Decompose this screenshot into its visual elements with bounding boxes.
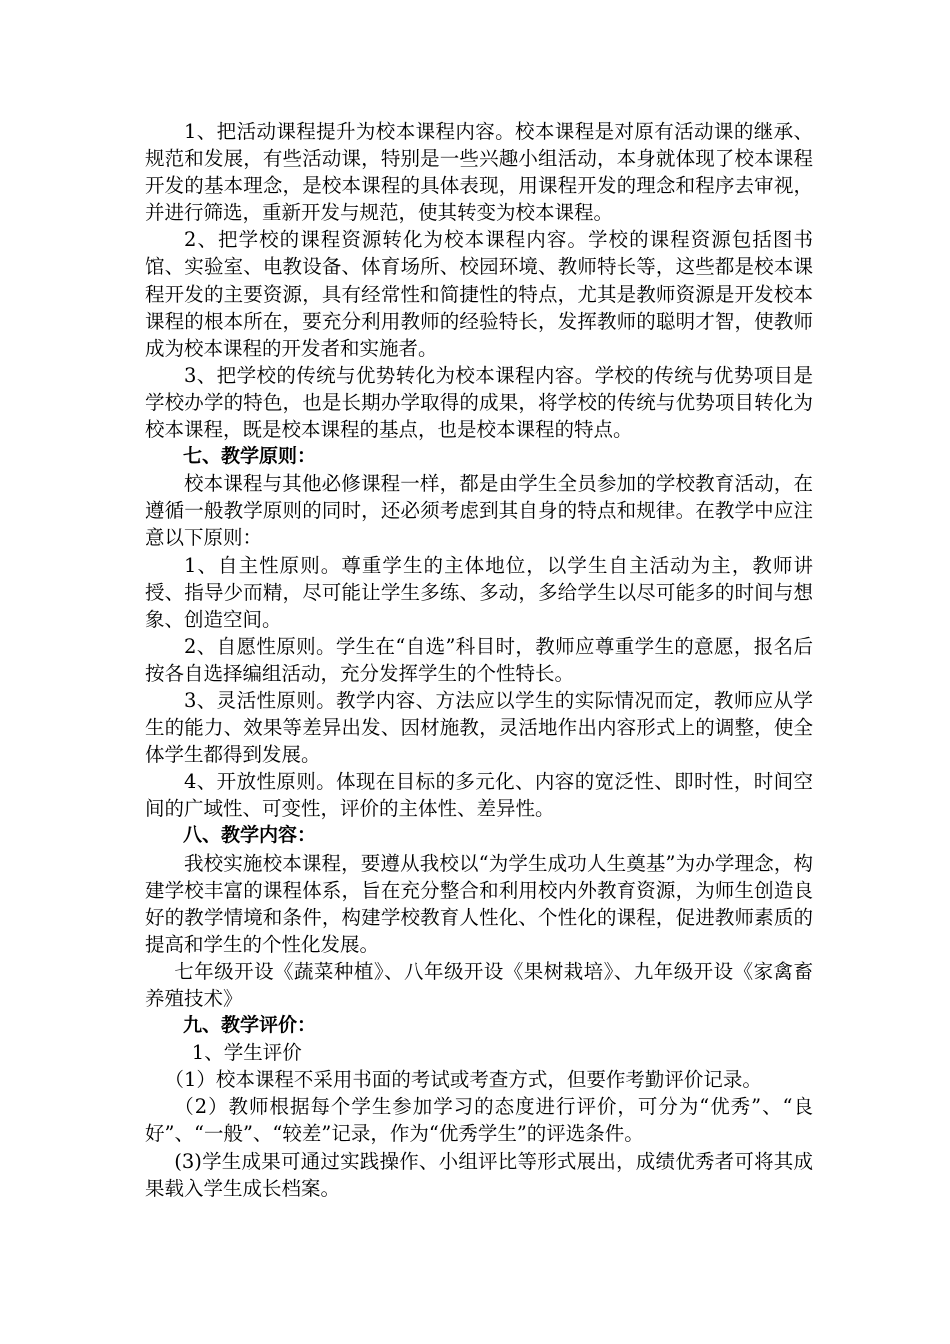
section-heading-teaching-evaluation: 九、教学评价： [183,1014,317,1037]
paragraph-principle-openness: 4、开放性原则。体现在目标的多元化、内容的宽泛性、即时性，时间空间的广域性、可变性，评价的主体性、差异性。 [145,770,813,821]
paragraph-evaluation-item-2: （2）教师根据每个学生参加学习的态度进行评价，可分为“优秀”、“良好”、“一般”、“较差”记录，作为“优秀学生”的评选条件。 [145,1095,813,1146]
section-heading-teaching-content: 八、教学内容： [183,824,317,847]
paragraph-school-resources: 2、把学校的课程资源转化为校本课程内容。学校的课程资源包括图书馆、实验室、电教设备、体育场所、校园环境、教师特长等，这些都是校本课程开发的主要资源，具有经常性和简捷性的特点，尤其是教师资源是开发校本课程的根本所在，要充分利用教师的经验特长，发挥教师的聪明才智，使教师成为校本课程的开发者和实施者。 [145,228,813,360]
document-page [145,118,813,1202]
paragraph-principles-intro: 校本课程与其他必修课程一样，都是由学生全员参加的学校教育活动，在遵循一般教学原则的同时，还必须考虑到其自身的特点和规律。在教学中应注意以下原则： [145,472,813,550]
paragraph-grade-courses: 七年级开设《蔬菜种植》、八年级开设《果树栽培》、九年级开设《家禽畜养殖技术》 [145,959,813,1010]
paragraph-content-intro: 我校实施校本课程，要遵从我校以“为学生成功人生奠基”为办学理念，构建学校丰富的课程体系，旨在充分整合和利用校内外教育资源，为师生创造良好的教学情境和条件，构建学校教育人性化、个性化的课程，促进教师素质的提高和学生的个性化发展。 [145,851,813,956]
paragraph-principle-voluntary: 2、自愿性原则。学生在“自选”科目时，教师应尊重学生的意愿，报名后按各自选择编组活动，充分发挥学生的个性特长。 [145,634,813,685]
paragraph-evaluation-item-1: （1）校本课程不采用书面的考试或考查方式，但要作考勤评价记录。 [164,1068,762,1092]
paragraph-tradition-advantages: 3、把学校的传统与优势转化为校本课程内容。学校的传统与优势项目是学校办学的特色，也是长期办学取得的成果，将学校的传统与优势项目转化为校本课程，既是校本课程的基点，也是校本课程的特点。 [145,363,813,442]
paragraph-principle-flexibility: 3、灵活性原则。教学内容、方法应以学生的实际情况而定，教师应从学生的能力、效果等差异出发、因材施教，灵活地作出内容形式上的调整，使全体学生都得到发展。 [145,688,813,767]
paragraph-activity-courses: 1、把活动课程提升为校本课程内容。校本课程是对原有活动课的继承、规范和发展，有些活动课，特别是一些兴趣小组活动，本身就体现了校本课程开发的基本理念，是校本课程的具体表现，用课程开发的理念和程序去审视，并进行筛选，重新开发与规范，使其转变为校本课程。 [145,120,813,225]
paragraph-principle-autonomy: 1、自主性原则。尊重学生的主体地位，以学生自主活动为主，教师讲授、指导少而精，尽可能让学生多练、多动，多给学生以尽可能多的时间与想象、创造空间。 [145,553,813,631]
section-heading-teaching-principles: 七、教学原则： [183,445,317,468]
paragraph-evaluation-item-3: (3)学生成果可通过实践操作、小组评比等形式展出，成绩优秀者可将其成果载入学生成长档案。 [145,1149,813,1200]
paragraph-student-evaluation-title: 1、学生评价 [191,1041,302,1065]
